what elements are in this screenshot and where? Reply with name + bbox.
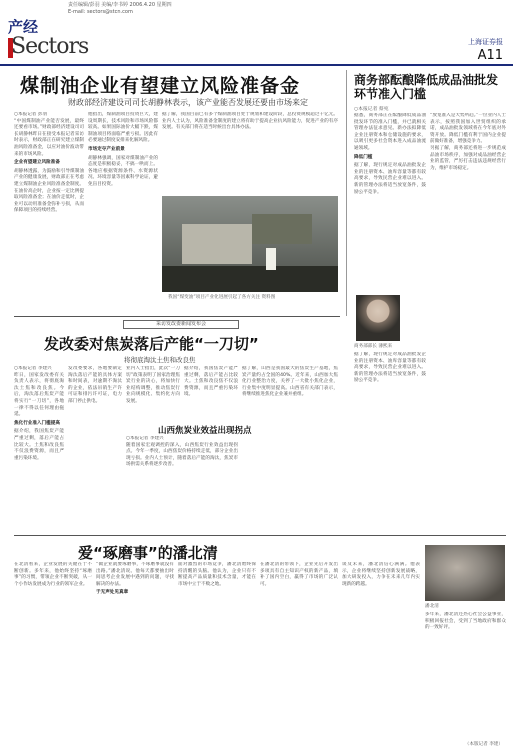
section-name-en: Sectors (11, 34, 89, 59)
mid-column-4 (184, 366, 238, 424)
lead-photo (162, 196, 338, 292)
mid-byline: ○本报记者 李建兴 (14, 366, 52, 371)
bottom-column-1 (14, 562, 92, 738)
section-logo (8, 16, 89, 60)
bottom-column-5 (342, 562, 420, 738)
lead-column-3 (162, 112, 338, 194)
bottom-text-6: 多年来，潘北清还热心社会公益事业，积极回报社会，受到了当地政府和群众的一致好评。 (425, 612, 506, 631)
lead-text-2: 他指出，煤制油项目投资巨大，建设周期长，技术风险和市场风险都较高。如果国际油价大幅下跌，煤制油项目将面临严重亏损。因此有必要通过制度安排来化解风险。 (88, 112, 158, 144)
bottom-text-4: 在潘北清的带领下，企业先后开发出多项具有自主知识产权的新产品，填补了国内空白，赢得了市场的广泛认可。 (260, 562, 338, 587)
lead-text-2b: 胡静林强调，国家对煤制油产业的态度是积极稳妥，不搞一哄而上。各地应根据资源条件、水资源状况、环境容量等因素科学论证，避免盲目投资。 (88, 155, 158, 187)
lead-column-1 (14, 112, 84, 318)
side-text-2: “放宽准入是大势所趋。”一位业内人士表示，按照我国加入世贸组织的承诺，成品油批发领域将在今年底对外资开放。降低门槛有利于国内企业提前做好准备，增强竞争力。 (430, 113, 506, 145)
mid-text-3: 业内人士指出，此次“一刀切”政策表明了国家治理焦炭行业的决心，将加快行业结构调整，推动焦炭行业向规模化、集约化方向发展。 (126, 366, 180, 404)
mid-column-1 (14, 366, 64, 530)
mid-subtitle-1: 焦化行业准入门槛提高 (14, 420, 60, 426)
mid-text-5: 据了解，山西是我国最大的焦炭生产基地，焦炭产量约占全国的40%。近年来，山西加大焦化行业整治力度，关停了一大批小焦化企业，行业集中度明显提高。山西省有关部门表示，将继续推进焦化企业兼并重组。 (242, 366, 338, 398)
masthead-info (68, 2, 172, 16)
portrait-photo (356, 295, 400, 341)
bottom-photo-caption: 潘北清 (425, 604, 439, 609)
section-rule-2 (14, 535, 506, 536)
lead-byline: ○本报记者 彭羽 (14, 112, 48, 117)
side-column-2 (430, 113, 506, 533)
section-name-cn: 产经 (8, 18, 39, 36)
mid-column-3 (126, 366, 180, 424)
mid-column-5 (242, 366, 338, 530)
lead-photo-caption: 我国“煤变油”项目产业化进展引起了各方关注 资料图 (168, 295, 276, 300)
lead-text-1b: 胡静林透露，为鼓励和引导煤制油产业的健康发展，财政部正在考虑建立煤制油企业风险准备金制度。在油价高企时，企业按一定比例提取风险准备金；在油价走低时，企业可以动用准备金弥补亏损，从而保障项目的持续经营。 (14, 168, 84, 214)
lead-column-2 (88, 112, 158, 318)
side-column-3 (354, 352, 426, 532)
bottom-text-2: “做企业就要琢磨事，不琢磨事就没有出路。”潘北清说。他每天都要抽出时间思考企业发展中遇到的问题，寻找解决的办法。 (96, 562, 174, 587)
bottom-photo (425, 545, 505, 601)
bottom-text-5: 谈及未来，潘北清信心满满。他表示，企业将继续坚持创新发展战略，加大研发投入，力争在未来几年内实现新的跨越。 (342, 562, 420, 587)
mid-text-1b: 据介绍，我国焦炭产能严重过剩，落后产能占比较大。土焦和改良焦不仅浪费资源，而且严重污染环境。 (14, 429, 64, 461)
mid-headline: 发改委对焦炭落后产能“一刀切” (44, 335, 259, 353)
mid-text-1: 昨日，国家发改委有关负责人表示，将彻底淘汰土焦和改良焦。今后，淘汰落后焦炭产能将实行“一刀切”，各地一律不得以任何理由拖延。 (14, 372, 64, 418)
bottom-column-3 (178, 562, 256, 738)
mid-text-3b: 据介绍，我国焦炭产能严重过剩，落后产能占比较大。土焦和改良焦不仅浪费资源，而且严重污染环境。 (184, 366, 238, 398)
paper-name: 上海证券报 (468, 38, 503, 46)
lead-subhead: 财政部经济建设司司长胡静林表示，该产业能否发展还要由市场来定 (68, 98, 308, 107)
mid-sub-text: 随着国家宏观调控的深入，山西焦炭行业效益出现拐点。今年一季度，山西焦炭价格持续走低，部分企业出现亏损。业内人士预计，随着落后产能的淘汰，焦炭市场供需关系将逐步改善。 (126, 442, 238, 468)
lead-headline: 煤制油企业有望建立风险准备金 (20, 75, 301, 97)
mid-subhead: 将彻底淘汰土焦和改良焦 (124, 356, 196, 364)
section-name-en-rest: ectors (25, 34, 89, 59)
bottom-headline: 爱“琢磨事”的潘北清 (78, 544, 218, 562)
mid-sub-story (126, 436, 238, 530)
bottom-footer: （本版记者 李建） (464, 742, 503, 747)
side-text-1b: 据了解，现行规定对成品油批发企业的注册资本、油库容量等都有较高要求，导致民营企业难以进入。新的管理办法将适当放宽条件，鼓励公平竞争。 (354, 163, 426, 195)
masthead (0, 0, 513, 66)
side-headline: 商务部酝酿降低成品油批发环节准入门槛 (354, 73, 499, 101)
side-subtitle-1: 降低门槛 (354, 154, 373, 160)
bottom-text-1: 在北清看来，企业发展的关键在于不断创新。多年来，他始终坚持“琢磨事”的习惯，带领企业不断突破，从一个小作坊发展成为行业的领军企业。 (14, 562, 92, 587)
bottom-text-3: 面对激烈的市场竞争，潘北清始终保持清醒的头脑。他认为，企业只有不断提高产品质量和技术含量，才能在市场中立于不败之地。 (178, 562, 256, 587)
editor-line: 责任编辑/彭羽 美编/李书婷 2006.4.20 星期四 (68, 2, 172, 8)
lead-text-3: 据了解，我国目前已有多个煤制油项目处于规划和建设阶段，总投资规模超过千亿元。业内人士认为，风险准备金制度的建立将有助于提高企业抗风险能力，促进产业的有序发展。有关部门将在适当时候出台具体办法。 (162, 112, 338, 131)
side-column-1 (354, 113, 426, 293)
column-divider (346, 70, 347, 316)
mid-sub-byline: ○本报记者 李建兴 (126, 436, 164, 441)
email-line: E-mail: sectors@stcn.com (68, 9, 133, 15)
page-number: A11 (477, 48, 503, 63)
side-byline: ○本报记者 蔡宛 (354, 107, 389, 112)
mid-column-2 (68, 366, 122, 530)
portrait-caption: 商务部部长 薄熙来 (354, 344, 393, 349)
side-text-2b: 另据了解，商务部还将进一步规范成品油市场秩序，加强对成品油经营企业的监管，严厉打击违法违规经营行为，维护市场稳定。 (430, 145, 506, 171)
lead-subtitle-1: 企业有望建立风险准备 (14, 160, 60, 166)
section-rule-1 (14, 316, 340, 317)
mid-text-2: 发改委要求，各地要制定淘汰落后产能的具体方案和时间表，对逾期不淘汰的企业，依法吊销生产许可证和排污许可证，电力部门停止供电。 (68, 366, 122, 404)
bottom-subtitle-1: 于无声处见真章 (96, 590, 129, 596)
lead-text-1: “中国煤制油产业能否发展，最终还要看市场。”财政部经济建设司司长胡静林昨日在接受本报记者采访时表示，财政部正在研究建立煤制油风险准备金，以应对油价波动带来的市场风险。 (14, 118, 84, 157)
mid-sub-headline: 山西焦炭业效益出现拐点 (158, 426, 252, 436)
bottom-column-6 (425, 612, 506, 738)
bottom-column-4 (260, 562, 338, 738)
story-tag: 采访发改委新闻发布会 (123, 320, 239, 329)
lead-subtitle-2: 市场定夺产业前景 (88, 146, 125, 152)
side-text-1: 据悉，商务部正在酝酿降低成品油批发环节的准入门槛，并已就相关管理办法征求意见。新办法拟降低企业注册资本和仓储设施的要求，以吸引更多社会资本进入成品油流通领域。 (354, 113, 426, 151)
side-text-3: 据了解，现行规定对成品油批发企业的注册资本、油库容量等都有较高要求，导致民营企业难以进入。新的管理办法将适当放宽条件，鼓励公平竞争。 (354, 352, 426, 384)
bottom-column-2 (96, 562, 174, 738)
